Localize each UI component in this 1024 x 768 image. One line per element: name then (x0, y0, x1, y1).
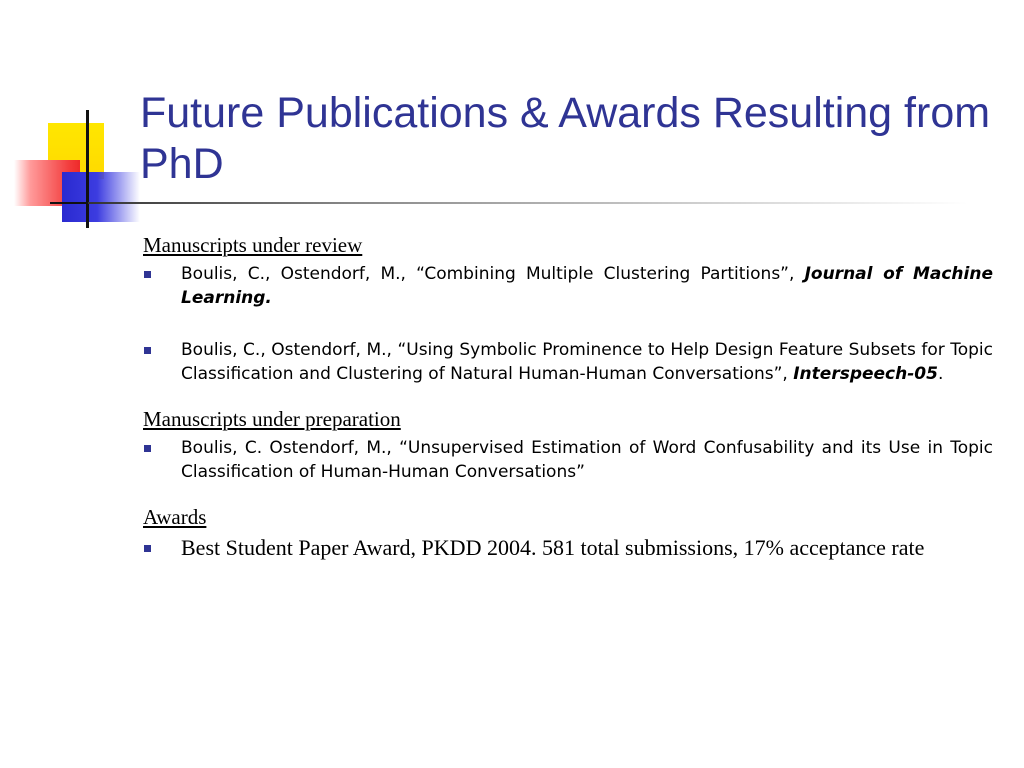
awards-list (143, 534, 993, 562)
list-item (143, 436, 993, 484)
slide-logo-graphic (0, 0, 140, 240)
slide-title: Future Publications & Awards Resulting from PhD (140, 89, 991, 188)
citation-venue: Journal of Machine Learning. (181, 264, 993, 308)
section-heading-awards: Awards (143, 505, 207, 529)
citation-suffix: . (937, 364, 944, 384)
list-item (143, 338, 993, 386)
list-item (143, 534, 993, 562)
citation-text: Boulis, C., Ostendorf, M., “Combining Multiple Clustering Partitions”, (181, 264, 805, 284)
list-item (143, 262, 993, 310)
logo-blue-square (62, 172, 140, 222)
citation-text: Boulis, C., Ostendorf, M., “Using Symbolic Prominence to Help Design Feature Subsets for Topic Classification and Clustering of Natural Human-Human Conversations”, (181, 340, 993, 384)
slide-content (143, 232, 993, 562)
citation-text: Boulis, C. Ostendorf, M., “Unsupervised Estimation of Word Confusability and its Use in Topic Classification of Human-Human Conversations” (181, 438, 993, 482)
under-preparation-list (143, 436, 993, 484)
logo-vertical-line (86, 110, 89, 228)
citation-venue: Interspeech-05 (793, 364, 938, 384)
section-heading-under-review: Manuscripts under review (143, 233, 363, 257)
section-heading-under-preparation: Manuscripts under preparation (143, 407, 401, 431)
title-underline-rule (88, 202, 968, 204)
under-review-list (143, 262, 993, 386)
award-text: Best Student Paper Award, PKDD 2004. 581 total submissions, 17% acceptance rate (181, 535, 925, 560)
